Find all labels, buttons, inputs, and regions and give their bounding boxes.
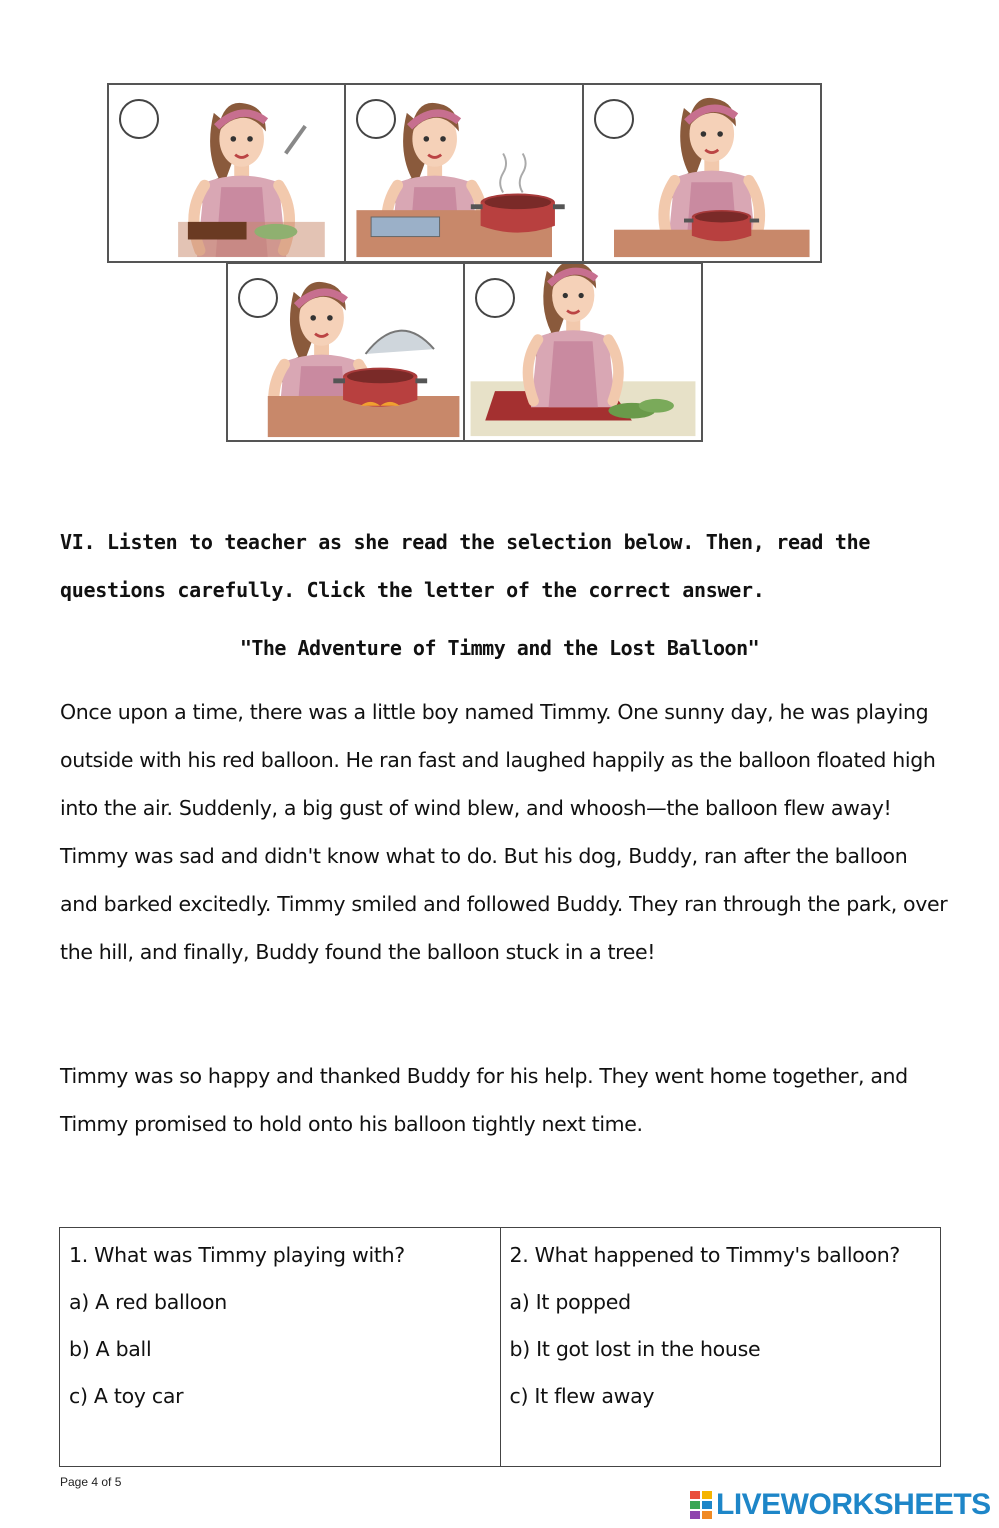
picture-panel-2 [344, 83, 584, 263]
questions-table [59, 1227, 941, 1467]
order-circle-3[interactable] [594, 99, 634, 139]
question-2-option-b[interactable]: b) It got lost in the house [509, 1337, 761, 1361]
story-paragraph-1: Once upon a time, there was a little boy named Timmy. One sunny day, he was playing outside with his red balloon. He ran fast and laughed happily as the balloon floated high into the air. Suddenly, a big gust of wind blew, and whoosh—the balloon flew away! Timmy was sad and didn't know what to do. But his dog, Buddy, ran after the balloon and barked excitedly. Timmy smiled and followed Buddy. They ran through the park, over the hill, and finally, Buddy found the balloon stuck in a tree! [60, 700, 948, 964]
question-2-text: 2. What happened to Timmy's balloon? [509, 1243, 900, 1267]
question-cell-1 [60, 1228, 500, 1466]
story-title: "The Adventure of Timmy and the Lost Balloon" [239, 636, 760, 660]
story-paragraph-2: Timmy was so happy and thanked Buddy for his help. They went home together, and Timmy promised to hold onto his balloon tightly next time. [60, 1064, 908, 1136]
order-circle-2[interactable] [356, 99, 396, 139]
question-1-option-c[interactable]: c) A toy car [69, 1384, 184, 1408]
question-cell-2 [500, 1228, 941, 1466]
instructions-line-1: VI. Listen to teacher as she read the selection below. Then, read the [60, 530, 871, 554]
picture-panel-1 [107, 83, 347, 263]
picture-panel-3 [582, 83, 822, 263]
liveworksheets-logo [690, 1488, 991, 1522]
order-circle-5[interactable] [475, 278, 515, 318]
order-circle-4[interactable] [238, 278, 278, 318]
question-2-option-c[interactable]: c) It flew away [509, 1384, 655, 1408]
question-2-option-a[interactable]: a) It popped [509, 1290, 631, 1314]
question-1-option-b[interactable]: b) A ball [69, 1337, 152, 1361]
question-1-option-a[interactable]: a) A red balloon [69, 1290, 227, 1314]
page-number: Page 4 of 5 [60, 1475, 122, 1489]
question-1-text: 1. What was Timmy playing with? [69, 1243, 405, 1267]
liveworksheets-logo-text: LIVEWORKSHEETS [716, 1488, 991, 1521]
instructions-line-2: questions carefully. Click the letter of the correct answer. [60, 578, 765, 602]
picture-panel-5 [463, 262, 703, 442]
order-circle-1[interactable] [119, 99, 159, 139]
liveworksheets-logo-icon [690, 1491, 712, 1519]
picture-panel-4 [226, 262, 466, 442]
